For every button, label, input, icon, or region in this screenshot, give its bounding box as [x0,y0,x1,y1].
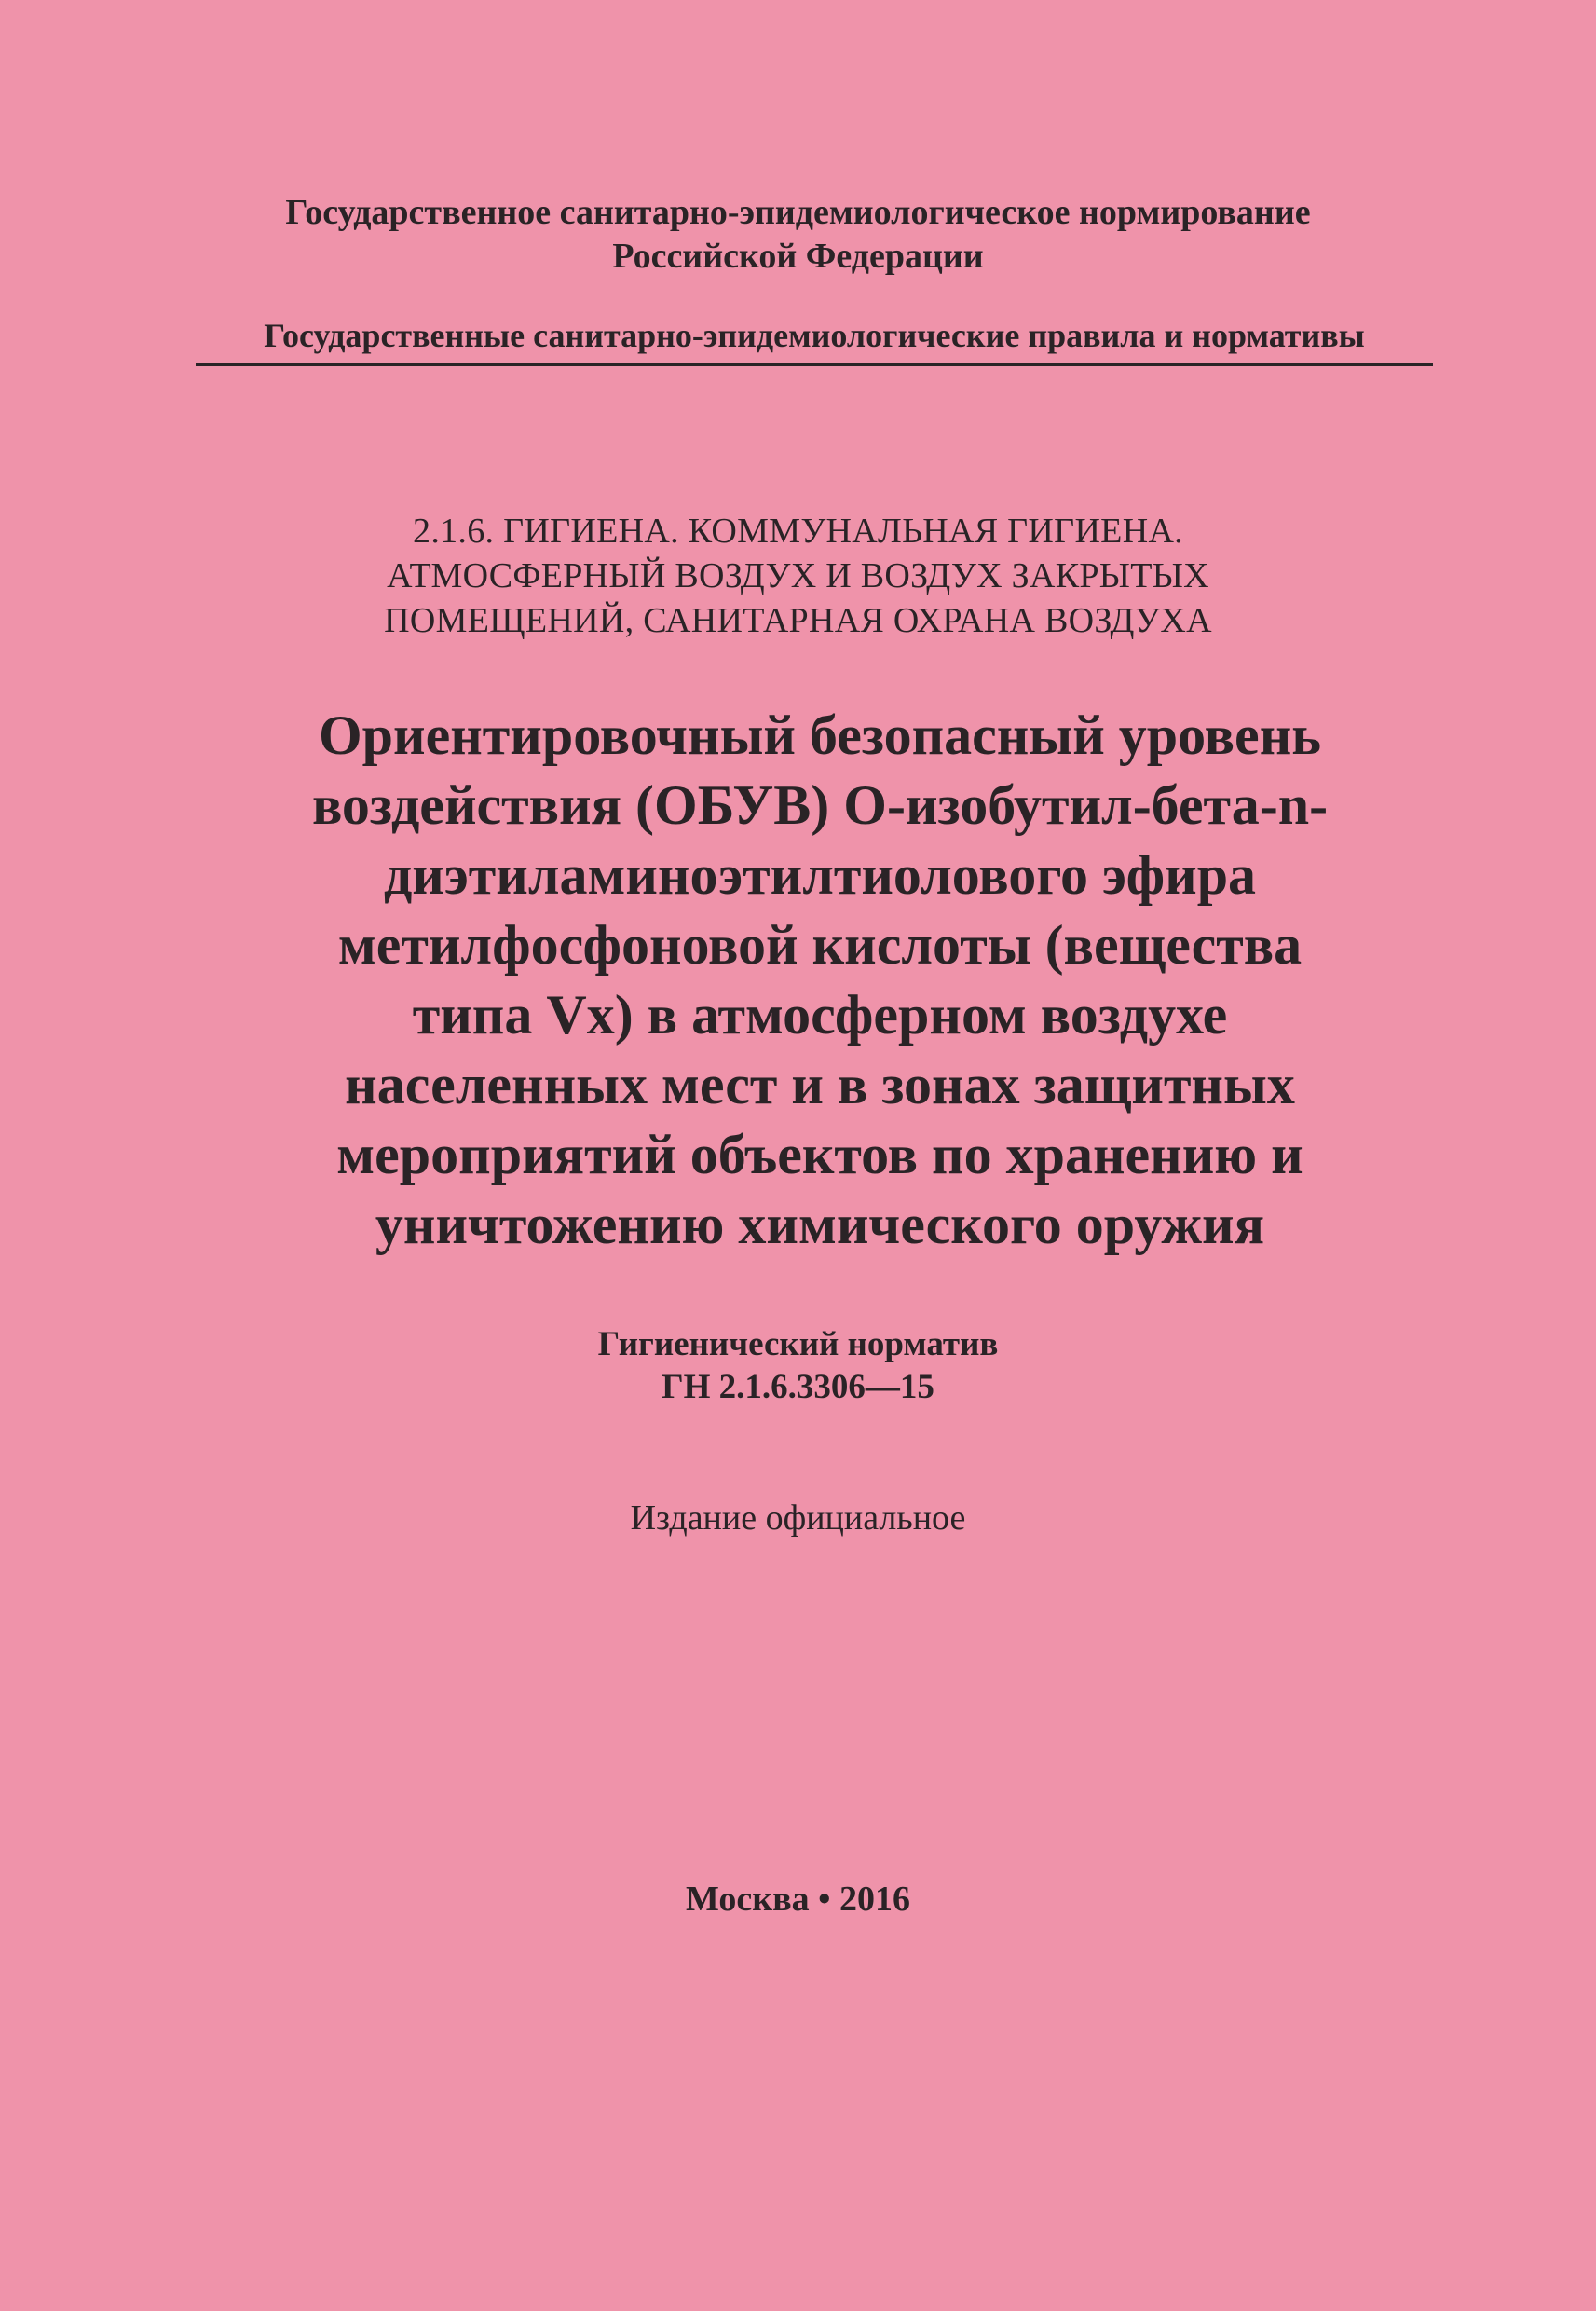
issuer-line-1: Государственное санитарно-эпидемиологическое нормирование [285,193,1311,232]
title-line: мероприятий объектов по хранению и [336,1124,1303,1185]
norm-designation [0,1323,1596,1409]
series-header [196,313,1433,366]
title-line: Ориентировочный безопасный уровень [319,704,1321,766]
section-line: АТМОСФЕРНЫЙ ВОЗДУХ И ВОЗДУХ ЗАКРЫТЫХ [387,556,1209,595]
document-title [205,701,1435,1260]
title-line: уничтожению химического оружия [375,1194,1265,1255]
issuer-header [0,191,1596,279]
title-line: воздействия (ОБУВ) О-изобутил-бета-n- [311,774,1329,836]
section-line: ПОМЕЩЕНИЙ, САНИТАРНАЯ ОХРАНА ВОЗДУХА [384,601,1212,640]
norm-label: Гигиенический норматив [597,1325,999,1363]
title-line: населенных мест и в зонах защитных [345,1054,1295,1115]
title-line: метилфосфоновой кислоты (вещества [337,914,1303,976]
section-heading [0,509,1596,643]
publication-place-year: Москва • 2016 [686,1880,910,1919]
section-line: 2.1.6. ГИГИЕНА. КОММУНАЛЬНАЯ ГИГИЕНА. [413,512,1183,551]
title-line: диэтиламиноэтилтиолового эфира [383,844,1257,906]
norm-code: ГН 2.1.6.3306—15 [662,1368,934,1406]
edition-note: Издание официальное [630,1498,966,1538]
issuer-line-2: Российской Федерации [612,237,984,276]
series-title: Государственные санитарно-эпидемиологические правила и нормативы [196,313,1433,366]
title-line: типа Vx) в атмосферном воздухе [412,984,1228,1046]
